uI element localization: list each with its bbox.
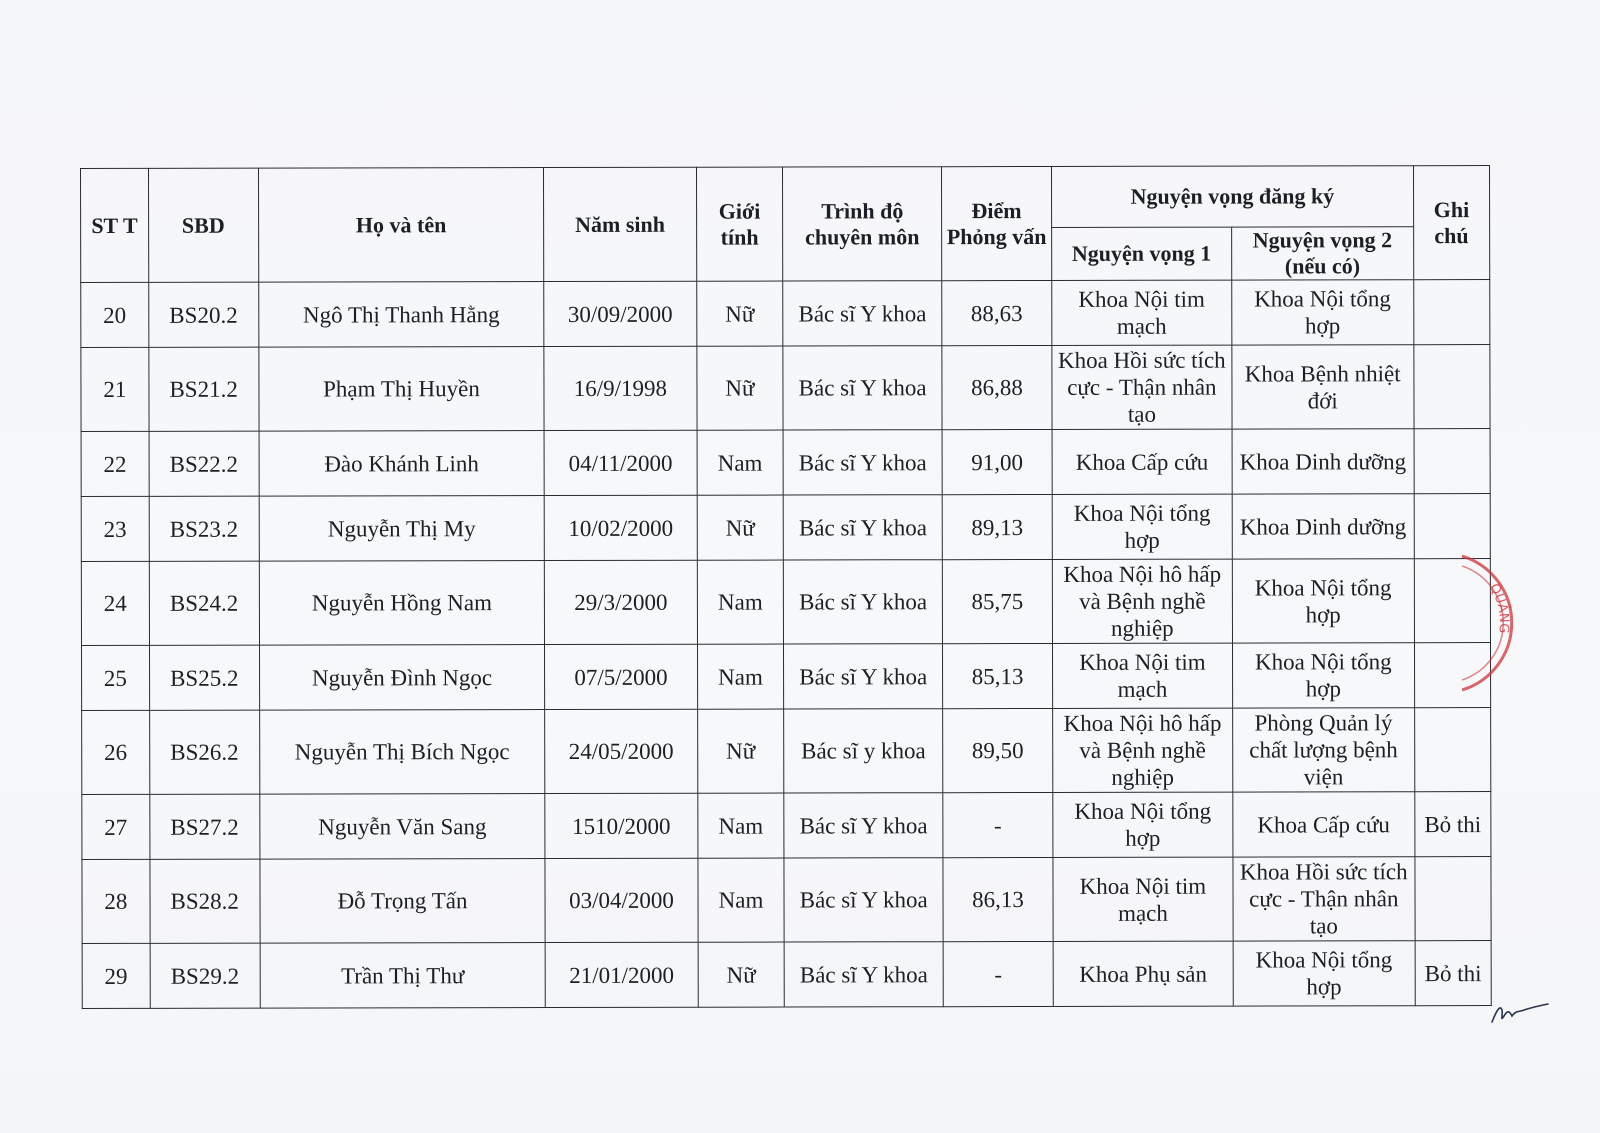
table-row [81,345,1490,432]
cell-nv1: Khoa Cấp cứu [1052,429,1232,494]
cell-nv1: Khoa Nội hô hấp và Bệnh nghề nghiệp [1053,708,1233,792]
cell-stt: 22 [81,431,149,496]
cell-ho-ten: Phạm Thị Huyền [259,347,545,432]
cell-ho-ten: Nguyễn Thị My [259,496,545,562]
header-ghi-chu: Ghi chú [1413,166,1489,280]
cell-stt: 23 [81,496,149,561]
cell-stt: 26 [82,710,150,794]
cell-stt: 24 [81,561,149,645]
header-stt: ST T [81,168,149,282]
cell-diem: 86,88 [942,345,1052,429]
cell-nv2: Khoa Bệnh nhiệt đới [1232,345,1414,429]
cell-trinh-do: Bác sĩ Y khoa [784,560,943,644]
cell-ho-ten: Trần Thị Thư [260,943,546,1009]
cell-trinh-do: Bác sĩ Y khoa [783,430,942,495]
table-row [82,643,1491,711]
cell-nv1: Khoa Nội tim mạch [1053,857,1233,941]
cell-nam-sinh: 03/04/2000 [545,858,697,942]
header-diem: Điểm Phỏng vấn [941,166,1051,280]
header-trinh-do: Trình độ chuyên môn [783,167,942,281]
header-gioi-tinh: Giới tính [696,167,783,281]
cell-stt: 20 [81,282,149,347]
red-seal-stamp [1462,548,1548,698]
cell-gioi-tinh: Nữ [697,709,784,793]
cell-trinh-do: Bác sĩ Y khoa [783,281,942,346]
cell-sbd: BS26.2 [149,710,259,794]
cell-diem: 85,75 [942,559,1052,643]
header-nam-sinh: Năm sinh [544,167,697,281]
cell-sbd: BS28.2 [150,859,260,943]
cell-ghi-chu [1414,429,1490,494]
cell-nam-sinh: 10/02/2000 [544,495,696,560]
cell-gioi-tinh: Nữ [696,281,783,346]
cell-sbd: BS25.2 [149,645,259,710]
cell-trinh-do: Bác sĩ Y khoa [783,346,942,430]
table-row [81,429,1490,497]
cell-nv2: Khoa Dinh dưỡng [1232,429,1414,494]
cell-gioi-tinh: Nam [697,430,784,495]
cell-sbd: BS23.2 [149,496,259,561]
cell-nam-sinh: 30/09/2000 [544,281,696,346]
cell-ho-ten: Ngô Thị Thanh Hằng [258,282,544,348]
cell-gioi-tinh: Nam [698,858,785,942]
cell-nv1: Khoa Nội tổng hợp [1052,494,1232,559]
cell-sbd: BS24.2 [149,561,259,645]
cell-nam-sinh: 1510/2000 [545,793,697,858]
cell-stt: 29 [82,943,150,1008]
stamp-text: QUẢNG [1486,581,1512,634]
cell-nv1: Khoa Nội tim mạch [1052,643,1232,708]
cell-nv2: Khoa Nội tổng hợp [1232,643,1414,708]
cell-trinh-do: Bác sĩ Y khoa [784,644,943,709]
cell-ho-ten: Đỗ Trọng Tấn [260,859,546,944]
cell-gioi-tinh: Nam [697,793,784,858]
table-row [81,559,1490,646]
cell-gioi-tinh: Nữ [698,942,785,1007]
cell-nam-sinh: 29/3/2000 [545,560,697,644]
cell-gioi-tinh: Nữ [697,495,784,560]
table-row [81,494,1490,562]
cell-nv1: Khoa Nội tim mạch [1052,280,1232,345]
cell-nv1: Khoa Phụ sản [1053,941,1233,1006]
cell-diem: 88,63 [942,280,1052,345]
cell-nam-sinh: 21/01/2000 [545,942,697,1007]
cell-stt: 27 [82,794,150,859]
table-row [82,941,1491,1009]
cell-stt: 21 [81,347,149,431]
cell-ho-ten: Nguyễn Văn Sang [259,794,545,860]
header-ho-ten: Họ và tên [258,168,544,283]
cell-diem: 86,13 [943,857,1053,941]
cell-ho-ten: Nguyễn Thị Bích Ngọc [259,710,545,795]
header-nguyen-vong: Nguyện vọng đăng ký [1051,166,1413,228]
cell-diem: - [943,941,1053,1006]
svg-text:QUẢNG [1486,581,1512,634]
cell-trinh-do: Bác sĩ Y khoa [784,495,943,560]
cell-trinh-do: Bác sĩ Y khoa [784,793,943,858]
cell-diem: 91,00 [942,429,1052,494]
cell-nv2: Khoa Dinh dưỡng [1232,494,1414,559]
table-row [82,792,1491,860]
cell-diem: 89,50 [943,708,1053,792]
cell-diem: - [943,792,1053,857]
cell-nv1: Khoa Hồi sức tích cực - Thận nhân tạo [1052,345,1232,429]
cell-ghi-chu [1414,345,1490,429]
cell-ho-ten: Đào Khánh Linh [259,431,545,497]
cell-nam-sinh: 04/11/2000 [544,430,696,495]
cell-ho-ten: Nguyễn Đình Ngọc [259,645,545,711]
header-sbd: SBD [148,168,258,282]
cell-sbd: BS29.2 [150,943,260,1008]
cell-nv2: Khoa Nội tổng hợp [1232,559,1414,643]
cell-gioi-tinh: Nữ [696,346,783,430]
cell-ho-ten: Nguyễn Hồng Nam [259,561,545,646]
cell-diem: 85,13 [942,643,1052,708]
cell-stt: 25 [82,645,150,710]
cell-nv2: Khoa Nội tổng hợp [1232,280,1414,345]
header-nv1: Nguyện vọng 1 [1052,227,1232,280]
cell-gioi-tinh: Nam [697,560,784,644]
table-row [82,708,1491,795]
cell-gioi-tinh: Nam [697,644,784,709]
cell-diem: 89,13 [942,494,1052,559]
cell-nv2: Khoa Hồi sức tích cực - Thận nhân tạo [1233,857,1415,941]
table-body [81,280,1492,1009]
cell-sbd: BS21.2 [149,347,259,431]
cell-sbd: BS20.2 [148,282,258,347]
cell-trinh-do: Bác sĩ Y khoa [784,942,943,1007]
cell-trinh-do: Bác sĩ Y khoa [784,858,943,942]
cell-ghi-chu: Bỏ thi [1415,941,1491,1006]
header-nv2: Nguyện vọng 2 (nếu có) [1231,227,1413,280]
cell-ghi-chu [1415,857,1491,941]
cell-nv1: Khoa Nội hô hấp và Bệnh nghề nghiệp [1052,559,1232,643]
cell-trinh-do: Bác sĩ y khoa [784,709,943,793]
header-row [81,166,1490,230]
signature-mark [1490,1000,1550,1026]
cell-nv2: Phòng Quản lý chất lượng bệnh viện [1232,708,1414,792]
cell-ghi-chu [1413,280,1489,345]
cell-nam-sinh: 24/05/2000 [545,709,697,793]
candidate-score-table [80,165,1492,1009]
table-row [82,857,1491,944]
cell-nv2: Khoa Cấp cứu [1233,792,1415,857]
cell-sbd: BS27.2 [149,794,259,859]
cell-ghi-chu: Bỏ thi [1415,792,1491,857]
cell-nv2: Khoa Nội tổng hợp [1233,941,1415,1006]
cell-nv1: Khoa Nội tổng hợp [1053,792,1233,857]
cell-nam-sinh: 07/5/2000 [545,644,697,709]
cell-ghi-chu [1414,708,1490,792]
cell-nam-sinh: 16/9/1998 [544,346,696,430]
table-row [81,280,1490,348]
cell-stt: 28 [82,859,150,943]
cell-sbd: BS22.2 [149,431,259,496]
